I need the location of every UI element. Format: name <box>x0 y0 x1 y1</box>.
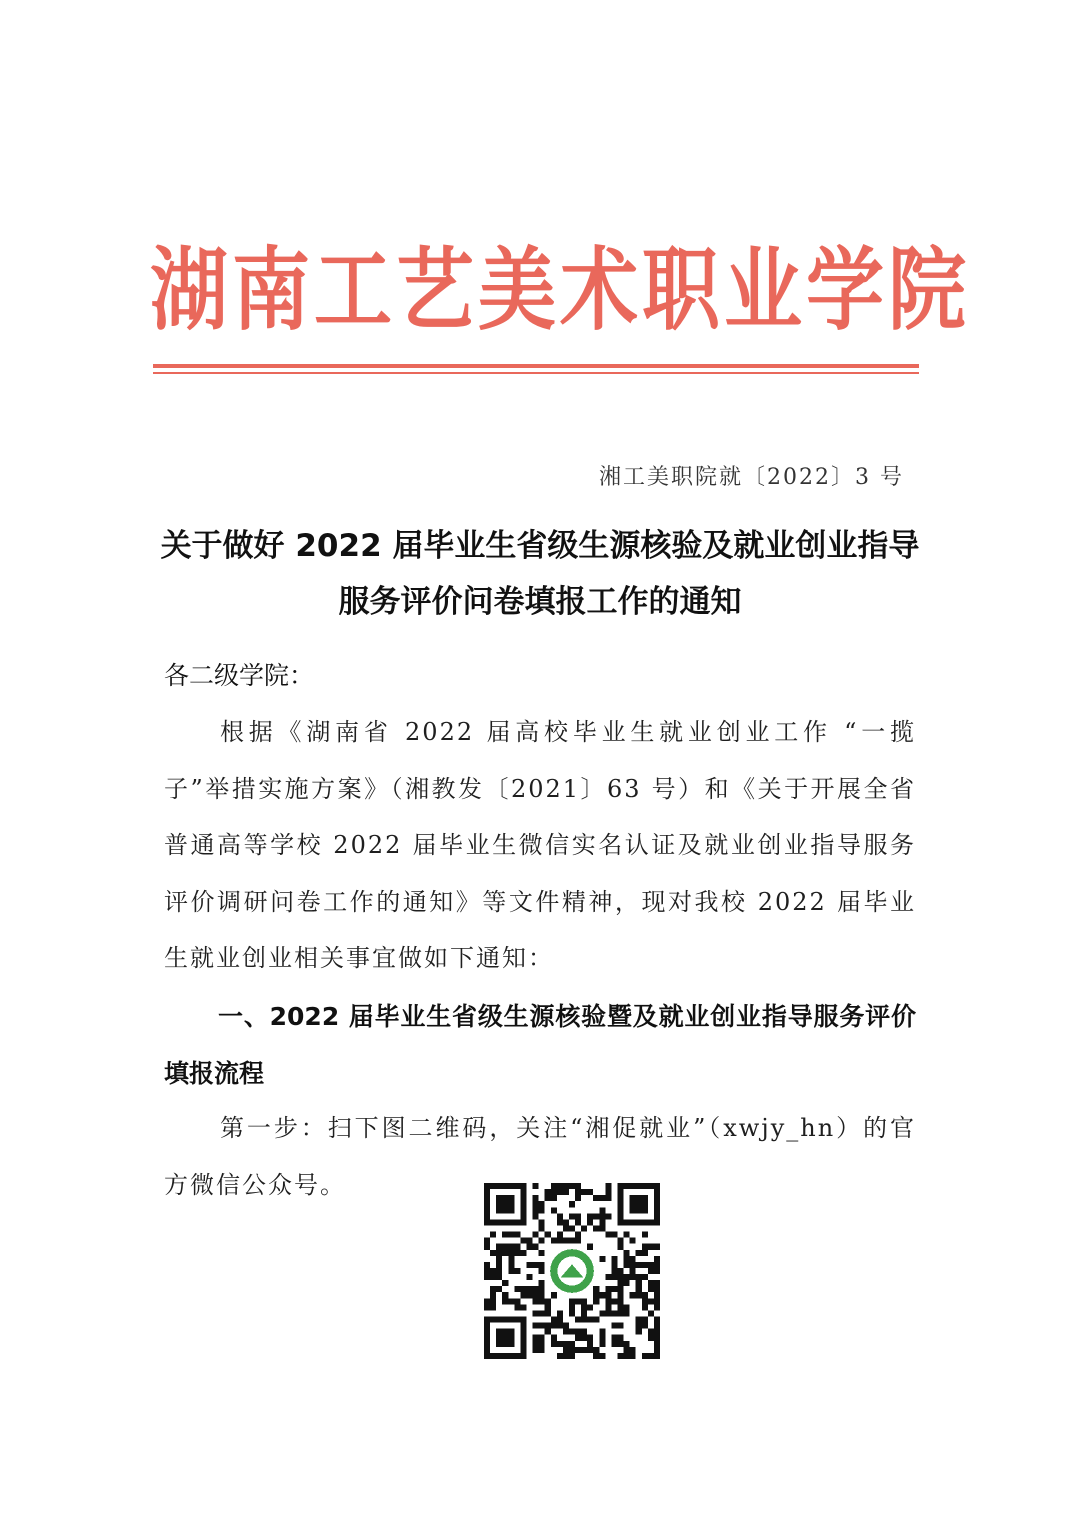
wechat-qr-code-icon <box>484 1183 660 1359</box>
institution-header: 湖南工艺美术职业学院 <box>150 239 971 343</box>
section-heading-1: 一、2022 届毕业生省级生源核验暨及就业创业指导服务评价填报流程 <box>164 1002 916 1088</box>
document-number: 湘工美职院就〔2022〕3 号 <box>599 465 904 490</box>
header-divider-thin <box>153 372 919 374</box>
header-divider-thick <box>153 364 919 368</box>
paragraph-intro: 根据《湖南省 2022 届高校毕业生就业创业工作 “一揽子”举措实施方案》（湘教发〔2021〕63 号）和《关于开展全省普通高等学校 2022 届毕业生微信实名认证及就业创业指导服务评价调研问卷工作的通知》等文件精神，现对我校 2022 届毕业生就业创业相关事宜做如下通知： <box>164 718 916 972</box>
paragraph-step-1: 第一步：扫下图二维码，关注“湘促就业”（xwjy_hn）的官方微信公众号。 <box>164 1114 916 1199</box>
document-title: 关于做好 2022 届毕业生省级生源核验及就业创业指导服务评价问卷填报工作的通知 <box>160 528 920 620</box>
salutation: 各二级学院： <box>164 661 315 690</box>
